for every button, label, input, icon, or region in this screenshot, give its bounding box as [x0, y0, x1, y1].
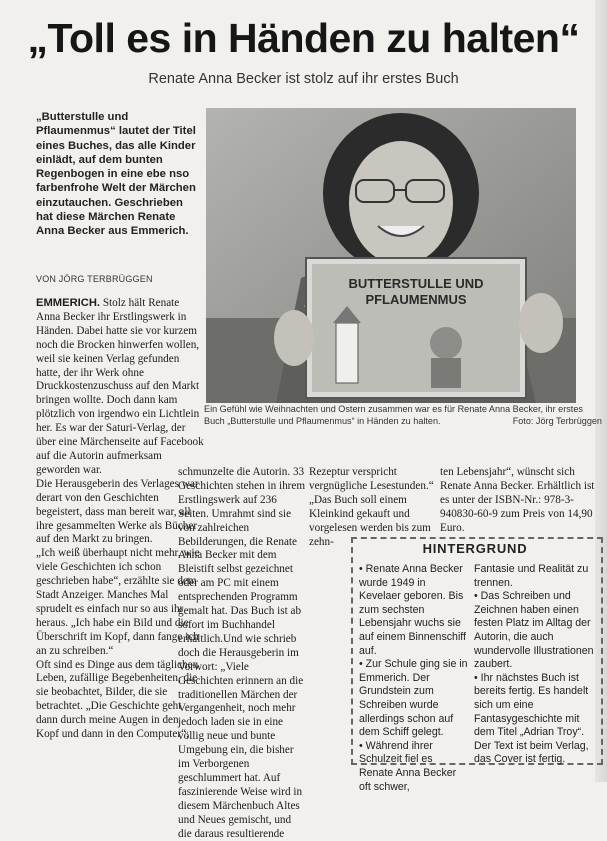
- article-column-3: Rezeptur verspricht vergnügliche Lesestunden.“ „Das Buch soll einem Kleinkind gekauft und vorgelesen werden bis zum zehn-: [309, 466, 434, 548]
- lead-paragraph: „Butterstulle und Pflaumenmus“ lautet der Titel eines Buches, das alle Kinder einlädt, auf dem bunten Regenbogen in eine ebe nso farbenfrohe Welt der Märchen einzutauchen. Geschrieben hat diese Märchen Renate Anna Becker aus Emmerich.: [36, 111, 196, 238]
- book-cover: [306, 258, 526, 398]
- article-text-1: Stolz hält Renate Anna Becker ihr Erstlingswerk in Händen. Dabei hatte sie vor kurzem noch die Brocken hinwerfen wollen, weil sie keinen Verlag gefunden hatte, der ihr Werk ohne Druckkostenzuschuss auf den Markt bringen wollte. Doch dann kam plötzlich von irgendwo ein Lichtlein her. Es war der Saturi-Verlag, der über eine Märchenseite auf Facebook auf die Autorin aufmerksam geworden war. Die Herausgeberin des Verlages war derart von den Geschichten begeistert, dass man bereit war, all ihre gesammelten Werke als Bücher auf den Markt zu bringen. „Ich weiß überhaupt nicht mehr, wie viele Geschichten ich schon geschrieben habe“, erzählte sie dem Stadt Anzeiger. Manches Mal sprudelt es einfach nur so aus ihr heraus. „Ich habe ein Bild und die Überschrift im Kopf, dann fange ich an zu schreiben.“ Oft sind es Dinge aus dem täglichen Leben, zufällige Begebenheiten, die sie beobachtet, Bilder, die sie betrachtet. „Die Geschichte geht dann durch meine Augen in den Kopf und dann in den Computer“,: [36, 297, 204, 741]
- dateline: EMMERICH.: [36, 297, 101, 309]
- caption-text: Ein Gefühl wie Weihnachten und Ostern zusammen war es für Renate Anna Becker, ihr erstes Buch „Butterstulle und Pflaumenmus“ in Händen zu halten.: [204, 404, 583, 426]
- hintergrund-column-1: • Renate Anna Becker wurde 1949 in Kevelaer geboren. Bis zum sechsten Lebensjahr wuchs sie auf einem Binnenschiff auf. • Zur Schule ging sie in Emmerich. Der Grundstein zum Schreiben wurde allerdings schon auf dem Schiff gelegt. • Während ihrer Schulzeit fiel es Renate Anna Becker oft schwer,: [359, 563, 468, 793]
- hintergrund-column-2: Fantasie und Realität zu trennen. • Das Schreiben und Zeichnen haben einen festen Platz im Alltag der Autorin, die auch wundervolle Illustrationen zaubert. • Ihr nächstes Buch ist bereits fertig. Es handelt sich um eine Fantasygeschichte mit dem Titel „Adrian Troy“. Der Text ist beim Verlag, das Cover ist fertig.: [474, 563, 594, 766]
- byline: VON JÖRG TERBRÜGGEN: [36, 274, 153, 284]
- subheadline: Renate Anna Becker ist stolz auf ihr erstes Buch: [148, 71, 459, 87]
- article-column-4: ten Lebensjahr“, wünscht sich Renate Anna Becker. Erhältlich ist es unter der ISBN-Nr.: 978-3-940830-60-9 zum Preis von 14,90 Euro.: [440, 466, 595, 534]
- book-title-line1: BUTTERSTULLE UND: [348, 276, 484, 291]
- article-column-2: schmunzelte die Autorin. 33 Geschichten stehen in ihrem Erstlingswerk auf 236 Seiten. Umrahmt sind sie von zahlreichen Bebilderungen, die Renate Anna Becker mit dem Bleistift selbst gezeichnet oder am PC mit einem entsprechenden Programm gemalt hat. Das Buch ist ab sofort im Buchhandel erhältlich.Und wie schrieb doch die Herausgeberin im Vorwort: „Viele Geschichten erinnern an die traditionellen Märchen der Vergangenheit, noch mehr jedoch laden sie in eine völlig neue und bunte Umgebung ein, die bisher im Verborgenen geschlummert hat. Auf faszinierende Weise wird in diesem Märchenbuch Altes und Neues gemischt, und die daraus resultierende: [178, 466, 306, 840]
- headline: „Toll es in Händen zu halten“: [27, 15, 580, 61]
- photo-credit: Foto: Jörg Terbrüggen: [512, 416, 602, 426]
- photo-illustration: [206, 108, 576, 403]
- article-photo: [206, 108, 576, 403]
- book-title-line2: PFLAUMENMUS: [365, 292, 467, 307]
- photo-caption: [204, 403, 602, 427]
- hintergrund-title: HINTERGRUND: [422, 541, 528, 556]
